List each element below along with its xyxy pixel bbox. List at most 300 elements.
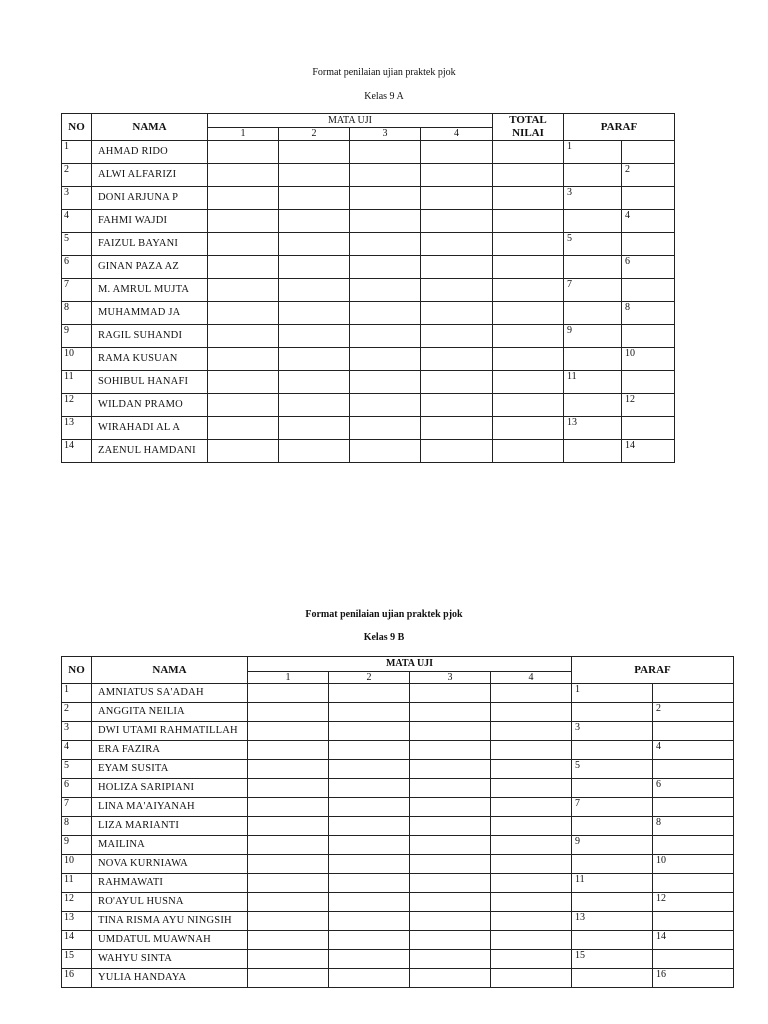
score-cell-1[interactable] (208, 394, 279, 417)
score-cell-1[interactable] (248, 874, 329, 893)
table-row (62, 836, 734, 855)
score-cell-2[interactable] (329, 798, 410, 817)
row-number: 11 (62, 874, 92, 893)
paraf-cell[interactable] (572, 817, 653, 836)
score-cell-1[interactable] (248, 798, 329, 817)
student-name: UMDATUL MUAWNAH (92, 931, 248, 950)
paraf-cell[interactable] (622, 187, 675, 210)
score-cell-4[interactable] (491, 798, 572, 817)
paraf-cell[interactable] (564, 210, 622, 233)
student-name: WIRAHADI AL A (92, 417, 208, 440)
paraf-cell-number[interactable]: 12 (653, 893, 734, 912)
score-cell-3[interactable] (410, 779, 491, 798)
student-name: MUHAMMAD JA (92, 302, 208, 325)
student-name: ZAENUL HAMDANI (92, 440, 208, 463)
paraf-cell[interactable] (622, 279, 675, 302)
score-cell-2[interactable] (329, 817, 410, 836)
score-cell-2[interactable] (279, 394, 350, 417)
score-cell-3[interactable] (350, 141, 421, 164)
score-cell-4[interactable] (491, 912, 572, 931)
score-cell-2[interactable] (279, 279, 350, 302)
paraf-cell[interactable] (653, 760, 734, 779)
total-score-cell[interactable] (493, 233, 564, 256)
student-name: RAMA KUSUAN (92, 348, 208, 371)
score-cell-3[interactable] (350, 417, 421, 440)
score-cell-1[interactable] (248, 760, 329, 779)
table-row (62, 969, 734, 988)
paraf-cell[interactable] (653, 722, 734, 741)
total-score-cell[interactable] (493, 164, 564, 187)
student-name: HOLIZA SARIPIANI (92, 779, 248, 798)
paraf-cell[interactable] (572, 703, 653, 722)
row-number: 1 (62, 141, 92, 164)
score-cell-3[interactable] (350, 302, 421, 325)
score-cell-1[interactable] (248, 855, 329, 874)
score-cell-3[interactable] (410, 722, 491, 741)
score-cell-2[interactable] (279, 141, 350, 164)
student-name: WAHYU SINTA (92, 950, 248, 969)
score-cell-3[interactable] (350, 371, 421, 394)
paraf-cell-number[interactable]: 2 (653, 703, 734, 722)
score-cell-3[interactable] (410, 874, 491, 893)
score-cell-4[interactable] (491, 874, 572, 893)
score-cell-3[interactable] (410, 950, 491, 969)
header-nama: NAMA (92, 114, 208, 141)
student-name: AMNIATUS SA'ADAH (92, 684, 248, 703)
row-number: 4 (62, 210, 92, 233)
paraf-cell-number[interactable]: 5 (564, 233, 622, 256)
score-cell-3[interactable] (350, 348, 421, 371)
score-cell-3[interactable] (410, 798, 491, 817)
student-name: AHMAD RIDO (92, 141, 208, 164)
row-number: 1 (62, 684, 92, 703)
table-row (62, 912, 734, 931)
score-cell-2[interactable] (279, 210, 350, 233)
paraf-cell-number[interactable]: 10 (653, 855, 734, 874)
score-cell-4[interactable] (491, 855, 572, 874)
table-row (62, 440, 675, 463)
total-score-cell[interactable] (493, 302, 564, 325)
score-cell-1[interactable] (208, 440, 279, 463)
paraf-cell[interactable] (653, 684, 734, 703)
header-nama: NAMA (92, 657, 248, 684)
score-cell-4[interactable] (491, 950, 572, 969)
score-cell-3[interactable] (350, 256, 421, 279)
score-cell-3[interactable] (350, 394, 421, 417)
score-cell-1[interactable] (208, 348, 279, 371)
row-number: 9 (62, 836, 92, 855)
student-name: MAILINA (92, 836, 248, 855)
table-row (62, 874, 734, 893)
score-cell-3[interactable] (410, 912, 491, 931)
header-mata-uji: MATA UJI (208, 114, 493, 128)
score-cell-4[interactable] (421, 394, 493, 417)
sheet-a-class: Kelas 9 A (364, 91, 404, 102)
student-name: GINAN PAZA AZ (92, 256, 208, 279)
row-number: 13 (62, 912, 92, 931)
score-cell-2[interactable] (279, 233, 350, 256)
paraf-cell[interactable] (622, 141, 675, 164)
score-cell-1[interactable] (248, 779, 329, 798)
score-cell-1[interactable] (248, 741, 329, 760)
score-cell-4[interactable] (491, 836, 572, 855)
total-score-cell[interactable] (493, 417, 564, 440)
paraf-cell-number[interactable]: 7 (572, 798, 653, 817)
table-row (62, 371, 675, 394)
paraf-cell[interactable] (653, 912, 734, 931)
score-cell-2[interactable] (279, 417, 350, 440)
score-cell-3[interactable] (410, 855, 491, 874)
paraf-cell[interactable] (572, 741, 653, 760)
table-row (62, 950, 734, 969)
student-name: FAIZUL BAYANI (92, 233, 208, 256)
score-cell-1[interactable] (208, 141, 279, 164)
score-cell-4[interactable] (421, 279, 493, 302)
student-name: M. AMRUL MUJTA (92, 279, 208, 302)
header-paraf: PARAF (564, 114, 675, 141)
score-cell-4[interactable] (421, 417, 493, 440)
score-cell-1[interactable] (208, 302, 279, 325)
paraf-cell-number[interactable]: 1 (572, 684, 653, 703)
score-cell-3[interactable] (410, 760, 491, 779)
table-row (62, 779, 734, 798)
sheet-b-title: Format penilaian ujian praktek pjok (305, 609, 463, 620)
header-total-line1: TOTAL (509, 114, 547, 126)
paraf-cell-number[interactable]: 14 (653, 931, 734, 950)
score-cell-3[interactable] (410, 684, 491, 703)
student-name: WILDAN PRAMO (92, 394, 208, 417)
total-score-cell[interactable] (493, 141, 564, 164)
paraf-cell[interactable] (564, 440, 622, 463)
header-test-1: 1 (208, 127, 279, 141)
score-cell-3[interactable] (350, 164, 421, 187)
total-score-cell[interactable] (493, 348, 564, 371)
header-no: NO (62, 657, 92, 684)
score-cell-2[interactable] (279, 187, 350, 210)
row-number: 11 (62, 371, 92, 394)
table-row (62, 703, 734, 722)
row-number: 6 (62, 256, 92, 279)
total-score-cell[interactable] (493, 279, 564, 302)
row-number: 7 (62, 279, 92, 302)
paraf-cell-number[interactable]: 8 (622, 302, 675, 325)
score-cell-1[interactable] (248, 893, 329, 912)
table-row (62, 817, 734, 836)
total-score-cell[interactable] (493, 325, 564, 348)
sheet-b-class: Kelas 9 B (363, 632, 405, 643)
table-row (62, 210, 675, 233)
grade-table-9b (61, 656, 734, 988)
row-number: 6 (62, 779, 92, 798)
header-total-nilai (493, 114, 564, 141)
score-cell-2[interactable] (329, 969, 410, 988)
score-cell-4[interactable] (421, 325, 493, 348)
paraf-cell[interactable] (622, 371, 675, 394)
student-name: FAHMI WAJDI (92, 210, 208, 233)
table-row (62, 233, 675, 256)
score-cell-4[interactable] (491, 722, 572, 741)
header-no: NO (62, 114, 92, 141)
paraf-cell-number[interactable]: 9 (572, 836, 653, 855)
score-cell-4[interactable] (421, 210, 493, 233)
paraf-cell[interactable] (622, 233, 675, 256)
row-number: 7 (62, 798, 92, 817)
paraf-cell-number[interactable]: 11 (572, 874, 653, 893)
row-number: 12 (62, 893, 92, 912)
paraf-cell-number[interactable]: 5 (572, 760, 653, 779)
paraf-cell-number[interactable]: 2 (622, 164, 675, 187)
header-total-line2: NILAI (512, 127, 544, 139)
score-cell-1[interactable] (208, 256, 279, 279)
score-cell-2[interactable] (329, 855, 410, 874)
score-cell-1[interactable] (248, 722, 329, 741)
paraf-cell-number[interactable]: 10 (622, 348, 675, 371)
paraf-cell[interactable] (653, 798, 734, 817)
score-cell-1[interactable] (208, 371, 279, 394)
score-cell-2[interactable] (279, 325, 350, 348)
paraf-cell-number[interactable]: 8 (653, 817, 734, 836)
paraf-cell-number[interactable]: 4 (622, 210, 675, 233)
student-name: SOHIBUL HANAFI (92, 371, 208, 394)
score-cell-2[interactable] (329, 741, 410, 760)
row-number: 4 (62, 741, 92, 760)
table-row (62, 931, 734, 950)
paraf-cell[interactable] (564, 394, 622, 417)
paraf-cell-number[interactable]: 16 (653, 969, 734, 988)
paraf-cell-number[interactable]: 6 (653, 779, 734, 798)
score-cell-2[interactable] (329, 703, 410, 722)
table-row (62, 348, 675, 371)
score-cell-3[interactable] (350, 187, 421, 210)
score-cell-3[interactable] (350, 325, 421, 348)
row-number: 10 (62, 348, 92, 371)
paraf-cell-number[interactable]: 14 (622, 440, 675, 463)
score-cell-3[interactable] (350, 279, 421, 302)
score-cell-2[interactable] (279, 256, 350, 279)
score-cell-4[interactable] (491, 760, 572, 779)
table-row (62, 684, 734, 703)
score-cell-4[interactable] (491, 893, 572, 912)
header-test-3: 3 (350, 127, 421, 141)
header-test-4: 4 (421, 127, 493, 141)
row-number: 14 (62, 440, 92, 463)
grade-table-9a (61, 113, 675, 463)
student-name: RAGIL SUHANDI (92, 325, 208, 348)
score-cell-2[interactable] (329, 760, 410, 779)
paraf-cell-number[interactable]: 3 (564, 187, 622, 210)
total-score-cell[interactable] (493, 210, 564, 233)
score-cell-4[interactable] (491, 741, 572, 760)
table-row (62, 760, 734, 779)
header-paraf: PARAF (572, 657, 734, 684)
score-cell-4[interactable] (421, 371, 493, 394)
student-name: ERA FAZIRA (92, 741, 248, 760)
paraf-cell-number[interactable]: 12 (622, 394, 675, 417)
score-cell-2[interactable] (329, 893, 410, 912)
paraf-cell-number[interactable]: 1 (564, 141, 622, 164)
paraf-cell-number[interactable]: 11 (564, 371, 622, 394)
paraf-cell[interactable] (622, 417, 675, 440)
score-cell-2[interactable] (329, 931, 410, 950)
table-row (62, 417, 675, 440)
paraf-cell-number[interactable]: 4 (653, 741, 734, 760)
student-name: EYAM SUSITA (92, 760, 248, 779)
paraf-cell-number[interactable]: 13 (572, 912, 653, 931)
score-cell-4[interactable] (491, 779, 572, 798)
header-test-2: 2 (279, 127, 350, 141)
paraf-cell-number[interactable]: 13 (564, 417, 622, 440)
score-cell-3[interactable] (350, 233, 421, 256)
score-cell-4[interactable] (421, 302, 493, 325)
score-cell-1[interactable] (248, 817, 329, 836)
score-cell-4[interactable] (491, 703, 572, 722)
score-cell-3[interactable] (410, 817, 491, 836)
table-row (62, 325, 675, 348)
score-cell-3[interactable] (410, 703, 491, 722)
row-number: 8 (62, 817, 92, 836)
paraf-cell-number[interactable]: 15 (572, 950, 653, 969)
table-row (62, 141, 675, 164)
student-name: LIZA MARIANTI (92, 817, 248, 836)
header-test-1: 1 (248, 671, 329, 683)
student-name: DONI ARJUNA P (92, 187, 208, 210)
paraf-cell[interactable] (572, 779, 653, 798)
score-cell-3[interactable] (410, 836, 491, 855)
paraf-cell[interactable] (653, 950, 734, 969)
score-cell-1[interactable] (248, 969, 329, 988)
row-number: 2 (62, 703, 92, 722)
paraf-cell[interactable] (564, 256, 622, 279)
table-row (62, 741, 734, 760)
score-cell-1[interactable] (208, 187, 279, 210)
score-cell-1[interactable] (248, 931, 329, 950)
score-cell-1[interactable] (208, 210, 279, 233)
score-cell-2[interactable] (279, 302, 350, 325)
score-cell-3[interactable] (410, 931, 491, 950)
student-name: YULIA HANDAYA (92, 969, 248, 988)
table-row (62, 256, 675, 279)
student-name: ALWI ALFARIZI (92, 164, 208, 187)
score-cell-3[interactable] (410, 893, 491, 912)
row-number: 13 (62, 417, 92, 440)
paraf-cell[interactable] (572, 893, 653, 912)
student-name: LINA MA'AIYANAH (92, 798, 248, 817)
score-cell-1[interactable] (208, 164, 279, 187)
row-number: 5 (62, 233, 92, 256)
paraf-cell-number[interactable]: 6 (622, 256, 675, 279)
student-name: NOVA KURNIAWA (92, 855, 248, 874)
table-row (62, 164, 675, 187)
paraf-cell[interactable] (564, 348, 622, 371)
paraf-cell[interactable] (572, 931, 653, 950)
score-cell-1[interactable] (208, 233, 279, 256)
score-cell-1[interactable] (208, 279, 279, 302)
row-number: 14 (62, 931, 92, 950)
score-cell-1[interactable] (248, 684, 329, 703)
paraf-cell[interactable] (572, 855, 653, 874)
paraf-cell[interactable] (622, 325, 675, 348)
table-row (62, 187, 675, 210)
student-name: RO'AYUL HUSNA (92, 893, 248, 912)
total-score-cell[interactable] (493, 187, 564, 210)
score-cell-4[interactable] (491, 931, 572, 950)
score-cell-1[interactable] (248, 703, 329, 722)
score-cell-4[interactable] (421, 187, 493, 210)
score-cell-2[interactable] (279, 164, 350, 187)
score-cell-2[interactable] (329, 684, 410, 703)
score-cell-3[interactable] (410, 969, 491, 988)
row-number: 5 (62, 760, 92, 779)
score-cell-4[interactable] (421, 141, 493, 164)
table-row (62, 855, 734, 874)
paraf-cell-number[interactable]: 9 (564, 325, 622, 348)
student-name: TINA RISMA AYU NINGSIH (92, 912, 248, 931)
score-cell-4[interactable] (491, 969, 572, 988)
score-cell-1[interactable] (248, 836, 329, 855)
score-cell-1[interactable] (208, 325, 279, 348)
paraf-cell[interactable] (564, 302, 622, 325)
student-name: DWI UTAMI RAHMATILLAH (92, 722, 248, 741)
row-number: 10 (62, 855, 92, 874)
row-number: 9 (62, 325, 92, 348)
score-cell-2[interactable] (279, 371, 350, 394)
score-cell-1[interactable] (208, 417, 279, 440)
score-cell-4[interactable] (421, 164, 493, 187)
total-score-cell[interactable] (493, 394, 564, 417)
row-number: 12 (62, 394, 92, 417)
row-number: 3 (62, 187, 92, 210)
score-cell-1[interactable] (248, 950, 329, 969)
paraf-cell-number[interactable]: 7 (564, 279, 622, 302)
score-cell-1[interactable] (248, 912, 329, 931)
table-row (62, 302, 675, 325)
header-test-2: 2 (329, 671, 410, 683)
paraf-cell[interactable] (653, 836, 734, 855)
score-cell-2[interactable] (329, 779, 410, 798)
total-score-cell[interactable] (493, 440, 564, 463)
score-cell-3[interactable] (350, 210, 421, 233)
score-cell-2[interactable] (329, 950, 410, 969)
score-cell-4[interactable] (421, 233, 493, 256)
score-cell-2[interactable] (329, 722, 410, 741)
sheet-a-title: Format penilaian ujian praktek pjok (312, 67, 456, 78)
row-number: 8 (62, 302, 92, 325)
table-row (62, 798, 734, 817)
table-row (62, 394, 675, 417)
score-cell-2[interactable] (329, 836, 410, 855)
row-number: 2 (62, 164, 92, 187)
score-cell-2[interactable] (329, 912, 410, 931)
score-cell-4[interactable] (421, 440, 493, 463)
score-cell-4[interactable] (421, 256, 493, 279)
paraf-cell[interactable] (564, 164, 622, 187)
score-cell-4[interactable] (491, 817, 572, 836)
paraf-cell-number[interactable]: 3 (572, 722, 653, 741)
total-score-cell[interactable] (493, 256, 564, 279)
score-cell-3[interactable] (350, 440, 421, 463)
score-cell-2[interactable] (279, 440, 350, 463)
row-number: 3 (62, 722, 92, 741)
total-score-cell[interactable] (493, 371, 564, 394)
paraf-cell[interactable] (653, 874, 734, 893)
score-cell-2[interactable] (279, 348, 350, 371)
score-cell-3[interactable] (410, 741, 491, 760)
score-cell-4[interactable] (421, 348, 493, 371)
paraf-cell[interactable] (572, 969, 653, 988)
score-cell-2[interactable] (329, 874, 410, 893)
score-cell-4[interactable] (491, 684, 572, 703)
header-test-3: 3 (410, 671, 491, 683)
